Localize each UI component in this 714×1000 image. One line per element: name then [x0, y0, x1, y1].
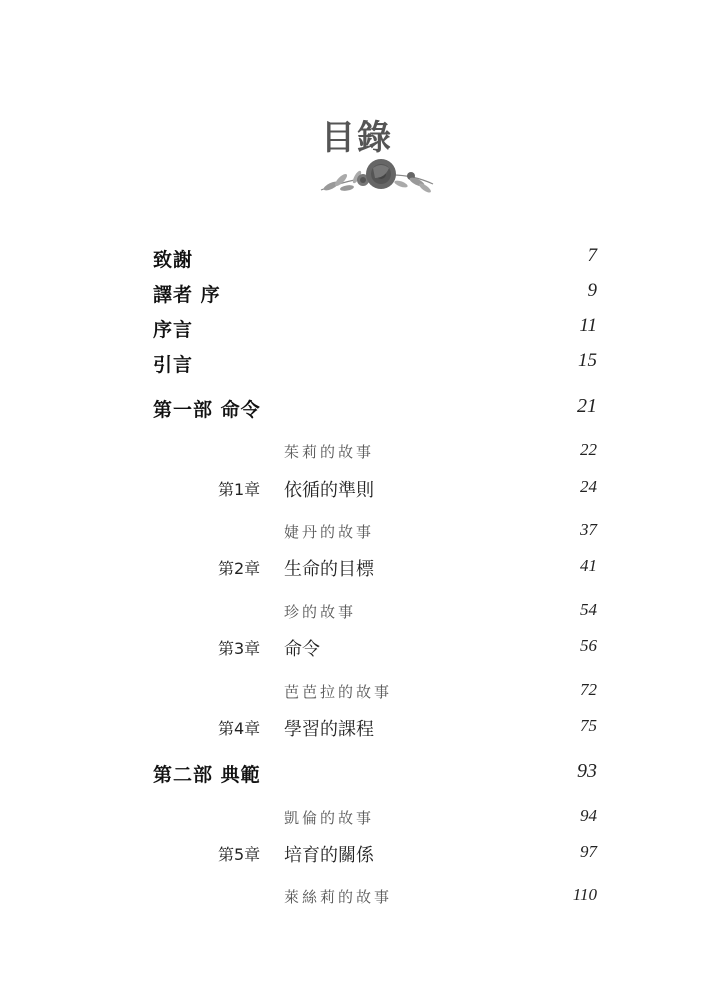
toc-chapter-label: 學習的課程 — [284, 719, 374, 740]
toc-story-label: 凱倫的故事 — [284, 809, 375, 827]
toc-story[interactable] — [153, 679, 597, 705]
toc-page-number: 7 — [587, 245, 597, 266]
toc-page-number: 22 — [580, 440, 597, 459]
toc-entry-introduction[interactable] — [153, 350, 597, 376]
toc-page-number: 56 — [580, 636, 597, 655]
toc-part-label: 第一部 命令 — [153, 399, 261, 421]
toc-chapter-1[interactable] — [153, 476, 597, 502]
rose-ornament-icon — [317, 150, 437, 200]
toc-story[interactable] — [153, 519, 597, 545]
toc-entry-label: 引言 — [153, 354, 194, 376]
toc-entry-label: 譯者 序 — [153, 284, 221, 306]
toc-chapter-4[interactable] — [153, 715, 597, 741]
toc-chapter-5[interactable] — [153, 841, 597, 867]
toc-entry-label: 序言 — [153, 319, 194, 341]
toc-page-number: 72 — [580, 680, 597, 699]
toc-entry-preface[interactable] — [153, 315, 597, 341]
toc-page-number: 21 — [577, 395, 597, 417]
toc-page-number: 110 — [572, 885, 597, 904]
toc-part-2[interactable] — [153, 760, 597, 786]
toc-entry-acknowledgements[interactable] — [153, 245, 597, 271]
toc-chapter-label: 依循的準則 — [284, 480, 374, 501]
toc-chapter-number: 第1章 — [218, 480, 261, 499]
toc-part-label: 第二部 典範 — [153, 764, 261, 786]
toc-entry-translator-preface[interactable] — [153, 280, 597, 306]
toc-story-label: 萊絲莉的故事 — [284, 888, 393, 906]
toc-chapter-2[interactable] — [153, 555, 597, 581]
toc-story-label: 茱莉的故事 — [284, 443, 375, 461]
toc-page-number: 93 — [577, 760, 597, 782]
toc-page-number: 9 — [587, 280, 597, 301]
toc-story-label: 珍的故事 — [284, 603, 357, 621]
toc-chapter-number: 第2章 — [218, 559, 261, 578]
toc-story[interactable] — [153, 599, 597, 625]
toc-part-1[interactable] — [153, 395, 597, 421]
toc-chapter-label: 命令 — [284, 639, 320, 660]
toc-story[interactable] — [153, 805, 597, 831]
toc-chapter-number: 第4章 — [218, 719, 261, 738]
toc-story-label: 婕丹的故事 — [284, 523, 375, 541]
toc-page-number: 37 — [580, 520, 597, 539]
toc-chapter-3[interactable] — [153, 635, 597, 661]
toc-story[interactable] — [153, 884, 597, 910]
toc-chapter-number: 第3章 — [218, 639, 261, 658]
page-title: 目錄 — [321, 118, 393, 158]
toc-page-number: 11 — [579, 315, 597, 336]
toc-page-number: 24 — [580, 477, 597, 496]
toc-story[interactable] — [153, 439, 597, 465]
toc-entry-label: 致謝 — [153, 249, 194, 271]
toc-story-label: 芭芭拉的故事 — [284, 683, 393, 701]
toc-page-number: 75 — [580, 716, 597, 735]
toc-page-number: 94 — [580, 806, 597, 825]
toc-chapter-label: 培育的關係 — [284, 845, 374, 866]
toc-page-number: 41 — [580, 556, 597, 575]
toc-chapter-number: 第5章 — [218, 845, 261, 864]
toc-chapter-label: 生命的目標 — [284, 559, 374, 580]
toc-page-number: 15 — [578, 350, 597, 371]
toc-page-number: 54 — [580, 600, 597, 619]
toc-page-number: 97 — [580, 842, 597, 861]
